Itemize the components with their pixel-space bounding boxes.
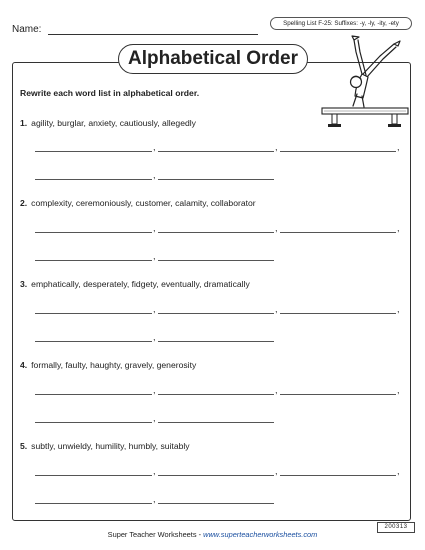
question-number: 1. [20,118,28,128]
answer-line[interactable] [35,341,152,342]
comma: , [275,142,278,152]
answer-line[interactable] [158,179,274,180]
gymnast-balance-beam-icon [318,34,413,129]
footer-separator: - [196,530,204,539]
word-list: complexity, ceremoniously, customer, calamity, collaborator [31,198,256,208]
answer-line[interactable] [280,232,396,233]
comma: , [397,385,400,395]
comma: , [153,494,156,504]
footer-brand: Super Teacher Worksheets [107,530,197,539]
question-3 [20,279,250,289]
answer-line[interactable] [35,232,152,233]
comma: , [153,170,156,180]
worksheet-code: 200313 [377,522,415,533]
question-number: 4. [20,360,28,370]
answer-line[interactable] [35,260,152,261]
comma: , [397,223,400,233]
comma: , [153,142,156,152]
comma: , [153,466,156,476]
answer-line[interactable] [35,313,152,314]
question-number: 3. [20,279,28,289]
question-1 [20,118,196,128]
word-list: formally, faulty, haughty, gravely, generosity [31,360,197,370]
comma: , [275,304,278,314]
answer-line[interactable] [158,394,274,395]
worksheet-frame [12,62,411,521]
answer-line[interactable] [35,179,152,180]
answer-line[interactable] [280,394,396,395]
question-number: 5. [20,441,28,451]
comma: , [275,385,278,395]
answer-line[interactable] [158,260,274,261]
comma: , [153,251,156,261]
answer-line[interactable] [280,151,396,152]
answer-line[interactable] [158,503,274,504]
answer-line[interactable] [158,313,274,314]
answer-line[interactable] [35,503,152,504]
answer-line[interactable] [158,341,274,342]
footer [0,530,425,539]
question-2 [20,198,256,208]
spelling-list-tag: Spelling List F-25: Suffixes: -y, -ly, -ity, -ety [270,17,412,30]
word-list: agility, burglar, anxiety, cautiously, allegedly [31,118,196,128]
comma: , [153,223,156,233]
comma: , [397,304,400,314]
comma: , [397,466,400,476]
comma: , [153,413,156,423]
question-4 [20,360,196,370]
answer-line[interactable] [158,151,274,152]
answer-line[interactable] [35,394,152,395]
comma: , [153,385,156,395]
footer-website-link[interactable]: www.superteacherworksheets.com [203,530,318,539]
answer-line[interactable] [280,475,396,476]
answer-line[interactable] [35,475,152,476]
comma: , [397,142,400,152]
answer-line[interactable] [158,422,274,423]
answer-line[interactable] [158,475,274,476]
word-list: emphatically, desperately, fidgety, eventually, dramatically [31,279,250,289]
answer-line[interactable] [35,151,152,152]
comma: , [275,223,278,233]
comma: , [153,304,156,314]
comma: , [153,332,156,342]
word-list: subtly, unwieldy, humility, humbly, suitably [31,441,190,451]
instructions: Rewrite each word list in alphabetical order. [20,88,200,98]
answer-line[interactable] [35,422,152,423]
comma: , [275,466,278,476]
page-title: Alphabetical Order [118,44,308,74]
answer-line[interactable] [158,232,274,233]
answer-line[interactable] [280,313,396,314]
name-line [48,34,258,35]
name-label: Name: [12,24,42,35]
question-5 [20,441,190,451]
question-number: 2. [20,198,28,208]
